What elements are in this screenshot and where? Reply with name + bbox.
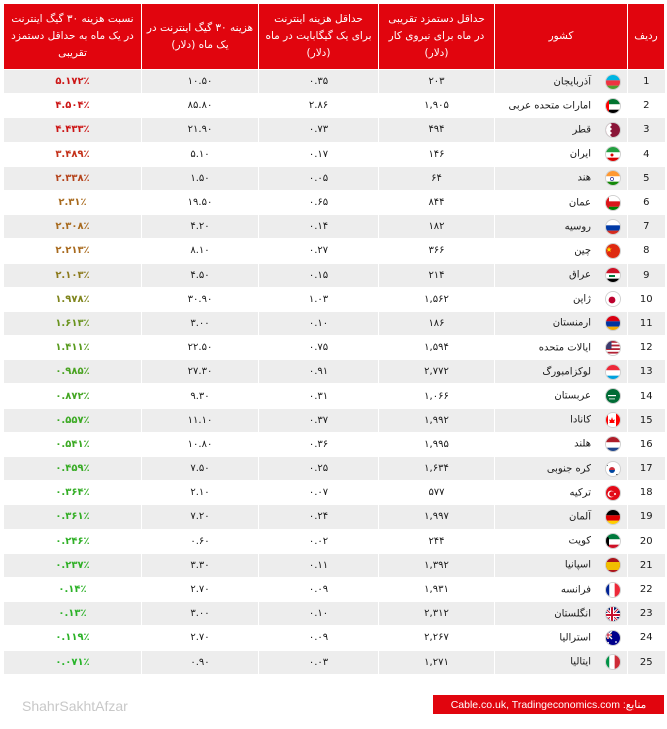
- ratio-cell: ۰.۲۳۷٪: [4, 553, 142, 577]
- spain-flag-icon: [605, 557, 621, 573]
- min-cost-gb-cell: ۰.۲۴: [259, 505, 379, 529]
- rank-cell: 1: [628, 70, 665, 94]
- min-cost-gb-cell: ۰.۰۹: [259, 577, 379, 601]
- rank-cell: 8: [628, 239, 665, 263]
- cost-30gb-cell: ۲۷.۳۰: [142, 360, 259, 384]
- uae-flag-icon: [605, 98, 621, 114]
- china-flag-icon: [605, 243, 621, 259]
- germany-flag-icon: [605, 509, 621, 525]
- min-cost-gb-cell: ۰.۲۷: [259, 239, 379, 263]
- min-wage-cell: ۴۹۴: [379, 118, 495, 142]
- country-cell: [495, 287, 628, 311]
- table-row: [4, 142, 665, 166]
- header-cost-30gb: هزینه ۳۰ گیگ اینترنت در یک ماه (دلار): [142, 4, 259, 70]
- cost-30gb-cell: ۵.۱۰: [142, 142, 259, 166]
- country-cell: [495, 602, 628, 626]
- country-cell: [495, 263, 628, 287]
- table-row: [4, 408, 665, 432]
- cost-30gb-cell: ۲.۷۰: [142, 626, 259, 650]
- country-name: عراق: [568, 269, 591, 281]
- internet-cost-table: [3, 3, 665, 675]
- ratio-cell: ۲.۳۰۸٪: [4, 215, 142, 239]
- rank-cell: 3: [628, 118, 665, 142]
- table-row: [4, 457, 665, 481]
- cost-30gb-cell: ۰.۹۰: [142, 650, 259, 674]
- country-cell: [495, 577, 628, 601]
- country-cell: [495, 505, 628, 529]
- country-name: ایالات متحده: [538, 342, 591, 354]
- table-row: [4, 432, 665, 456]
- min-wage-cell: ۸۴۴: [379, 190, 495, 214]
- country-name: فرانسه: [560, 584, 591, 596]
- country-name: استرالیا: [559, 632, 591, 644]
- min-cost-gb-cell: ۰.۳۱: [259, 384, 379, 408]
- min-cost-gb-cell: ۲.۸۶: [259, 94, 379, 118]
- min-wage-cell: ۱,۹۳۱: [379, 577, 495, 601]
- min-wage-cell: ۱,۹۰۵: [379, 94, 495, 118]
- source-label: منابع: Cable.co.uk, Tradingeconomics.com: [433, 695, 664, 714]
- rank-cell: 13: [628, 360, 665, 384]
- ratio-cell: ۰.۵۵۷٪: [4, 408, 142, 432]
- country-name: ایران: [569, 148, 591, 160]
- country-name: لوکزامبورگ: [542, 366, 591, 378]
- min-cost-gb-cell: ۰.۰۷: [259, 481, 379, 505]
- country-name: ارمنستان: [552, 317, 591, 329]
- rank-cell: 21: [628, 553, 665, 577]
- cost-30gb-cell: ۲۲.۵۰: [142, 336, 259, 360]
- russia-flag-icon: [605, 219, 621, 235]
- min-wage-cell: ۲,۷۷۲: [379, 360, 495, 384]
- min-cost-gb-cell: ۰.۶۵: [259, 190, 379, 214]
- country-name: کره جنوبی: [546, 463, 591, 475]
- netherlands-flag-icon: [605, 436, 621, 452]
- italy-flag-icon: [605, 654, 621, 670]
- country-cell: [495, 481, 628, 505]
- min-wage-cell: ۱,۳۹۲: [379, 553, 495, 577]
- header-ratio: نسبت هزینه ۳۰ گیگ اینترنت در یک ماه به حداقل دستمزد تقریبی: [4, 4, 142, 70]
- table-row: [4, 166, 665, 190]
- uk-flag-icon: [605, 606, 621, 622]
- country-cell: [495, 190, 628, 214]
- country-cell: [495, 142, 628, 166]
- country-name: ایتالیا: [570, 656, 591, 668]
- header-rank: ردیف: [628, 4, 665, 70]
- rank-cell: 6: [628, 190, 665, 214]
- min-cost-gb-cell: ۰.۰۹: [259, 626, 379, 650]
- country-name: قطر: [572, 124, 591, 136]
- table-row: [4, 239, 665, 263]
- country-name: چین: [574, 245, 591, 257]
- rank-cell: 2: [628, 94, 665, 118]
- rank-cell: 11: [628, 311, 665, 335]
- min-cost-gb-cell: ۰.۱۴: [259, 215, 379, 239]
- ratio-cell: ۰.۹۸۵٪: [4, 360, 142, 384]
- france-flag-icon: [605, 582, 621, 598]
- rank-cell: 12: [628, 336, 665, 360]
- table-row: [4, 263, 665, 287]
- min-cost-gb-cell: ۰.۱۰: [259, 602, 379, 626]
- min-cost-gb-cell: ۰.۱۷: [259, 142, 379, 166]
- rank-cell: 7: [628, 215, 665, 239]
- country-cell: [495, 384, 628, 408]
- table-row: [4, 360, 665, 384]
- min-wage-cell: ۲۰۳: [379, 70, 495, 94]
- country-cell: [495, 166, 628, 190]
- south-korea-flag-icon: [605, 461, 621, 477]
- rank-cell: 18: [628, 481, 665, 505]
- table-row: [4, 215, 665, 239]
- min-wage-cell: ۳۶۶: [379, 239, 495, 263]
- min-cost-gb-cell: ۱.۰۳: [259, 287, 379, 311]
- min-cost-gb-cell: ۰.۹۱: [259, 360, 379, 384]
- ratio-cell: ۰.۴۵۹٪: [4, 457, 142, 481]
- ratio-cell: ۱.۹۷۸٪: [4, 287, 142, 311]
- country-cell: [495, 432, 628, 456]
- min-cost-gb-cell: ۰.۰۳: [259, 650, 379, 674]
- min-cost-gb-cell: ۰.۰۲: [259, 529, 379, 553]
- rank-cell: 25: [628, 650, 665, 674]
- rank-cell: 5: [628, 166, 665, 190]
- table-row: [4, 650, 665, 674]
- cost-30gb-cell: ۰.۶۰: [142, 529, 259, 553]
- table-row: [4, 529, 665, 553]
- min-cost-gb-cell: ۰.۳۶: [259, 432, 379, 456]
- country-cell: [495, 215, 628, 239]
- rank-cell: 24: [628, 626, 665, 650]
- luxembourg-flag-icon: [605, 364, 621, 380]
- min-cost-gb-cell: ۰.۲۵: [259, 457, 379, 481]
- min-cost-gb-cell: ۰.۷۵: [259, 336, 379, 360]
- cost-30gb-cell: ۱۰.۵۰: [142, 70, 259, 94]
- min-wage-cell: ۶۴: [379, 166, 495, 190]
- country-name: هلند: [574, 438, 591, 450]
- min-cost-gb-cell: ۰.۷۳: [259, 118, 379, 142]
- table-row: [4, 94, 665, 118]
- cost-30gb-cell: ۱.۵۰: [142, 166, 259, 190]
- ratio-cell: ۰.۱۱۹٪: [4, 626, 142, 650]
- saudi-flag-icon: [605, 388, 621, 404]
- country-name: امارات متحده عربی: [508, 100, 591, 112]
- ratio-cell: ۵.۱۷۲٪: [4, 70, 142, 94]
- ratio-cell: ۲.۲۱۳٪: [4, 239, 142, 263]
- min-cost-gb-cell: ۰.۱۵: [259, 263, 379, 287]
- table-row: [4, 336, 665, 360]
- min-wage-cell: ۲,۳۱۲: [379, 602, 495, 626]
- country-name: اسپانیا: [564, 559, 591, 571]
- australia-flag-icon: [605, 630, 621, 646]
- table-row: [4, 118, 665, 142]
- table-row: [4, 190, 665, 214]
- min-wage-cell: ۲۱۴: [379, 263, 495, 287]
- cost-30gb-cell: ۱۱.۱۰: [142, 408, 259, 432]
- cost-30gb-cell: ۳.۰۰: [142, 602, 259, 626]
- country-name: آذربایجان: [553, 76, 591, 88]
- cost-30gb-cell: ۴.۵۰: [142, 263, 259, 287]
- rank-cell: 20: [628, 529, 665, 553]
- ratio-cell: ۰.۲۴۶٪: [4, 529, 142, 553]
- min-wage-cell: ۱,۵۶۲: [379, 287, 495, 311]
- rank-cell: 4: [628, 142, 665, 166]
- header-country: کشور: [495, 4, 628, 70]
- ratio-cell: ۲.۳۳۸٪: [4, 166, 142, 190]
- table-header-row: [4, 4, 665, 70]
- rank-cell: 14: [628, 384, 665, 408]
- table-row: [4, 505, 665, 529]
- country-cell: [495, 529, 628, 553]
- min-wage-cell: ۵۷۷: [379, 481, 495, 505]
- azerbaijan-flag-icon: [605, 74, 621, 90]
- cost-30gb-cell: ۱۹.۵۰: [142, 190, 259, 214]
- ratio-cell: ۴.۴۳۳٪: [4, 118, 142, 142]
- country-cell: [495, 650, 628, 674]
- ratio-cell: ۱.۶۱۳٪: [4, 311, 142, 335]
- country-name: روسیه: [564, 221, 591, 233]
- min-wage-cell: ۲۴۴: [379, 529, 495, 553]
- table-row: [4, 481, 665, 505]
- min-wage-cell: ۱,۹۹۵: [379, 432, 495, 456]
- table-row: [4, 577, 665, 601]
- header-min-wage: حداقل دستمزد تقریبی در ماه برای نیروی کار (دلار): [379, 4, 495, 70]
- ratio-cell: ۲.۱۰۳٪: [4, 263, 142, 287]
- min-cost-gb-cell: ۰.۱۰: [259, 311, 379, 335]
- table-row: [4, 311, 665, 335]
- header-min-cost-gb: حداقل هزینه اینترنت برای یک گیگابایت در ماه (دلار): [259, 4, 379, 70]
- ratio-cell: ۳.۴۸۹٪: [4, 142, 142, 166]
- country-cell: [495, 118, 628, 142]
- kuwait-flag-icon: [605, 533, 621, 549]
- iran-flag-icon: [605, 146, 621, 162]
- min-cost-gb-cell: ۰.۰۵: [259, 166, 379, 190]
- cost-30gb-cell: ۲۱.۹۰: [142, 118, 259, 142]
- cost-30gb-cell: ۸۵.۸۰: [142, 94, 259, 118]
- min-cost-gb-cell: ۰.۱۱: [259, 553, 379, 577]
- qatar-flag-icon: [605, 122, 621, 138]
- min-wage-cell: ۱,۰۶۶: [379, 384, 495, 408]
- table-row: [4, 384, 665, 408]
- table-row: [4, 70, 665, 94]
- min-wage-cell: ۱,۵۹۴: [379, 336, 495, 360]
- cost-30gb-cell: ۲.۷۰: [142, 577, 259, 601]
- country-name: ژاپن: [572, 293, 591, 305]
- country-name: ترکیه: [569, 487, 591, 499]
- country-name: عمان: [568, 197, 591, 209]
- ratio-cell: ۲.۳۱٪: [4, 190, 142, 214]
- cost-30gb-cell: ۳.۳۰: [142, 553, 259, 577]
- min-wage-cell: ۱,۹۹۷: [379, 505, 495, 529]
- india-flag-icon: [605, 170, 621, 186]
- country-name: کویت: [568, 535, 591, 547]
- rank-cell: 16: [628, 432, 665, 456]
- usa-flag-icon: [605, 340, 621, 356]
- country-cell: [495, 94, 628, 118]
- country-name: آلمان: [569, 511, 591, 523]
- min-wage-cell: ۱۸۲: [379, 215, 495, 239]
- table-row: [4, 553, 665, 577]
- min-cost-gb-cell: ۰.۳۵: [259, 70, 379, 94]
- country-name: عربستان: [554, 390, 591, 402]
- country-cell: [495, 311, 628, 335]
- country-cell: [495, 457, 628, 481]
- armenia-flag-icon: [605, 315, 621, 331]
- japan-flag-icon: [605, 291, 621, 307]
- country-name: هند: [577, 172, 591, 184]
- country-name: کانادا: [570, 414, 591, 426]
- ratio-cell: ۴.۵۰۴٪: [4, 94, 142, 118]
- iraq-flag-icon: [605, 267, 621, 283]
- country-cell: [495, 70, 628, 94]
- turkey-flag-icon: [605, 485, 621, 501]
- min-wage-cell: ۱,۲۷۱: [379, 650, 495, 674]
- ratio-cell: ۰.۸۷۲٪: [4, 384, 142, 408]
- ratio-cell: ۰.۱۳٪: [4, 602, 142, 626]
- ratio-cell: ۰.۳۶۴٪: [4, 481, 142, 505]
- brand-watermark: ShahrSakhtAfzar: [22, 698, 128, 714]
- cost-30gb-cell: ۴.۲۰: [142, 215, 259, 239]
- rank-cell: 10: [628, 287, 665, 311]
- min-wage-cell: ۲,۲۶۷: [379, 626, 495, 650]
- rank-cell: 22: [628, 577, 665, 601]
- cost-30gb-cell: ۸.۱۰: [142, 239, 259, 263]
- cost-30gb-cell: ۹.۳۰: [142, 384, 259, 408]
- cost-30gb-cell: ۳۰.۹۰: [142, 287, 259, 311]
- min-wage-cell: ۱۴۶: [379, 142, 495, 166]
- rank-cell: 19: [628, 505, 665, 529]
- ratio-cell: ۰.۵۴۱٪: [4, 432, 142, 456]
- cost-30gb-cell: ۷.۲۰: [142, 505, 259, 529]
- country-name: انگلستان: [554, 608, 591, 620]
- country-cell: [495, 336, 628, 360]
- ratio-cell: ۰.۳۶۱٪: [4, 505, 142, 529]
- country-cell: [495, 553, 628, 577]
- oman-flag-icon: [605, 195, 621, 211]
- min-wage-cell: ۱۸۶: [379, 311, 495, 335]
- country-cell: [495, 239, 628, 263]
- cost-30gb-cell: ۳.۰۰: [142, 311, 259, 335]
- ratio-cell: ۱.۴۱۱٪: [4, 336, 142, 360]
- table-row: [4, 602, 665, 626]
- cost-30gb-cell: ۱۰.۸۰: [142, 432, 259, 456]
- table-row: [4, 287, 665, 311]
- rank-cell: 23: [628, 602, 665, 626]
- canada-flag-icon: [605, 412, 621, 428]
- country-cell: [495, 626, 628, 650]
- country-cell: [495, 360, 628, 384]
- cost-30gb-cell: ۷.۵۰: [142, 457, 259, 481]
- cost-30gb-cell: ۲.۱۰: [142, 481, 259, 505]
- rank-cell: 9: [628, 263, 665, 287]
- min-wage-cell: ۱,۹۹۲: [379, 408, 495, 432]
- country-cell: [495, 408, 628, 432]
- min-cost-gb-cell: ۰.۳۷: [259, 408, 379, 432]
- rank-cell: 17: [628, 457, 665, 481]
- table-row: [4, 626, 665, 650]
- ratio-cell: ۰.۱۴٪: [4, 577, 142, 601]
- rank-cell: 15: [628, 408, 665, 432]
- min-wage-cell: ۱,۶۳۴: [379, 457, 495, 481]
- ratio-cell: ۰.۰۷۱٪: [4, 650, 142, 674]
